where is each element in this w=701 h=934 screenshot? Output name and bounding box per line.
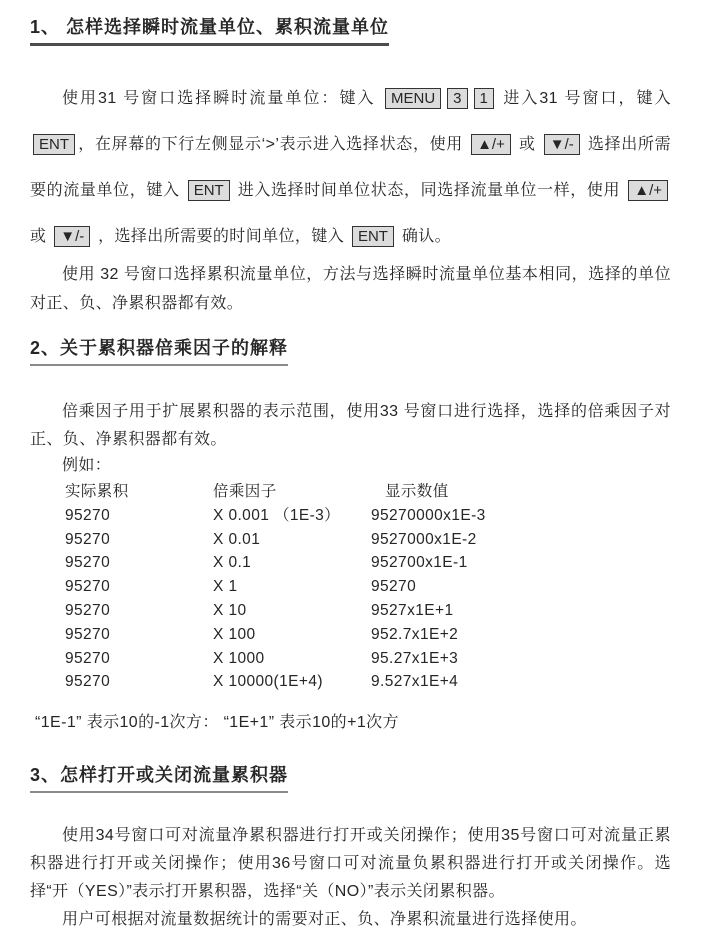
table-cell: X 0.1 xyxy=(213,554,252,572)
table-cell: 95270 xyxy=(65,506,111,524)
ent-key: ENT xyxy=(188,180,230,201)
table-header-row xyxy=(65,480,671,504)
down-minus-key: ▼/- xyxy=(544,134,580,155)
multiplier-example-table xyxy=(65,480,671,694)
table-cell: X 10000(1E+4) xyxy=(213,673,323,691)
section-3-heading-text: 3、怎样打开或关闭流量累积器 xyxy=(30,764,288,793)
table-cell: X 1000 xyxy=(213,649,265,667)
text-segment: 进入选择时间单位状态，同选择流量单位一样，使用 xyxy=(232,182,626,199)
table-cell: 952.7x1E+2 xyxy=(371,625,459,643)
table-cell: 9527000x1E-2 xyxy=(371,530,477,548)
paragraph-instant-flow-unit xyxy=(30,76,671,260)
text-segment: ，在屏幕的下行左侧显示‘>’表示进入选择状态，使用 xyxy=(78,136,469,153)
digit-3-key: 3 xyxy=(447,88,467,109)
table-cell: 95270 xyxy=(65,554,111,572)
digit-1-key: 1 xyxy=(474,88,494,109)
example-label: 例如： xyxy=(62,457,112,474)
table-cell: X 1 xyxy=(213,578,238,596)
exponent-note: “1E-1” 表示10的-1次方： “1E+1” 表示10的+1次方 xyxy=(35,714,399,732)
text-segment: 进入31 号窗口，键入 xyxy=(496,90,671,107)
paragraph-total-flow-unit: 使用 32 号窗口选择累积流量单位，方法与选择瞬时流量单位基本相同，选择的单位对正、负、净累积器都有效。 xyxy=(30,266,671,312)
table-cell: X 10 xyxy=(213,601,247,619)
table-row xyxy=(65,504,671,528)
table-cell: X 0.001 （1E-3） xyxy=(213,506,341,524)
table-row xyxy=(65,599,671,623)
table-cell: 95270 xyxy=(371,578,417,596)
table-cell: 95270 xyxy=(65,625,111,643)
section-2-heading xyxy=(30,337,671,366)
paragraph-totalizer-usage: 用户可根据对流量数据统计的需要对正、负、净累积流量进行选择使用。 xyxy=(62,911,587,929)
table-header-displayed-value: 显示数值 xyxy=(385,483,449,500)
table-cell: X 100 xyxy=(213,625,256,643)
table-row xyxy=(65,528,671,552)
text-segment: ，选择出所需要的时间单位，键入 xyxy=(93,228,349,245)
text-segment: 选择出所需要的流量单位，键入 xyxy=(30,136,671,199)
table-cell: 9527x1E+1 xyxy=(371,601,454,619)
up-plus-key: ▲/+ xyxy=(471,134,511,155)
table-cell: 95.27x1E+3 xyxy=(371,649,459,667)
down-minus-key: ▼/- xyxy=(54,226,90,247)
table-cell: 95270 xyxy=(65,530,111,548)
section-1-heading-text: 1、 怎样选择瞬时流量单位、累积流量单位 xyxy=(30,16,389,46)
text-segment: 或 xyxy=(30,228,52,245)
table-header-actual-total: 实际累积 xyxy=(65,483,129,500)
table-row xyxy=(65,670,671,694)
table-cell: 95270 xyxy=(65,649,111,667)
text-segment: 使用31 号窗口选择瞬时流量单位：键入 xyxy=(62,90,382,107)
text-segment: 或 xyxy=(513,136,541,153)
paragraph-totalizer-on-off: 使用34号窗口可对流量净累积器进行打开或关闭操作；使用35号窗口可对流量正累积器进行打开或关闭操作；使用36号窗口可对流量负累积器进行打开或关闭操作。选择“开（YES）”表示打开累积器，选择“关（NO）”表示关闭累积器。 xyxy=(30,827,671,901)
table-cell: 95270 xyxy=(65,578,111,596)
section-3-heading xyxy=(30,764,671,793)
table-row xyxy=(65,551,671,575)
section-1-heading xyxy=(30,16,671,46)
paragraph-multiplier-factor: 倍乘因子用于扩展累积器的表示范围，使用33 号窗口进行选择，选择的倍乘因子对正、负、净累积器都有效。 xyxy=(30,403,671,448)
table-row xyxy=(65,575,671,599)
ent-key: ENT xyxy=(352,226,394,247)
text-segment: 确认。 xyxy=(396,228,452,245)
table-header-multiplier: 倍乘因子 xyxy=(213,483,277,500)
section-2-heading-text: 2、关于累积器倍乘因子的解释 xyxy=(30,337,288,366)
table-cell: 95270 xyxy=(65,601,111,619)
table-cell: 952700x1E-1 xyxy=(371,554,468,572)
up-plus-key: ▲/+ xyxy=(628,180,668,201)
ent-key: ENT xyxy=(33,134,75,155)
table-row xyxy=(65,647,671,671)
table-cell: 95270 xyxy=(65,673,111,691)
table-cell: 95270000x1E-3 xyxy=(371,506,486,524)
table-cell: X 0.01 xyxy=(213,530,261,548)
table-row xyxy=(65,623,671,647)
table-cell: 9.527x1E+4 xyxy=(371,673,459,691)
menu-key: MENU xyxy=(385,88,441,109)
